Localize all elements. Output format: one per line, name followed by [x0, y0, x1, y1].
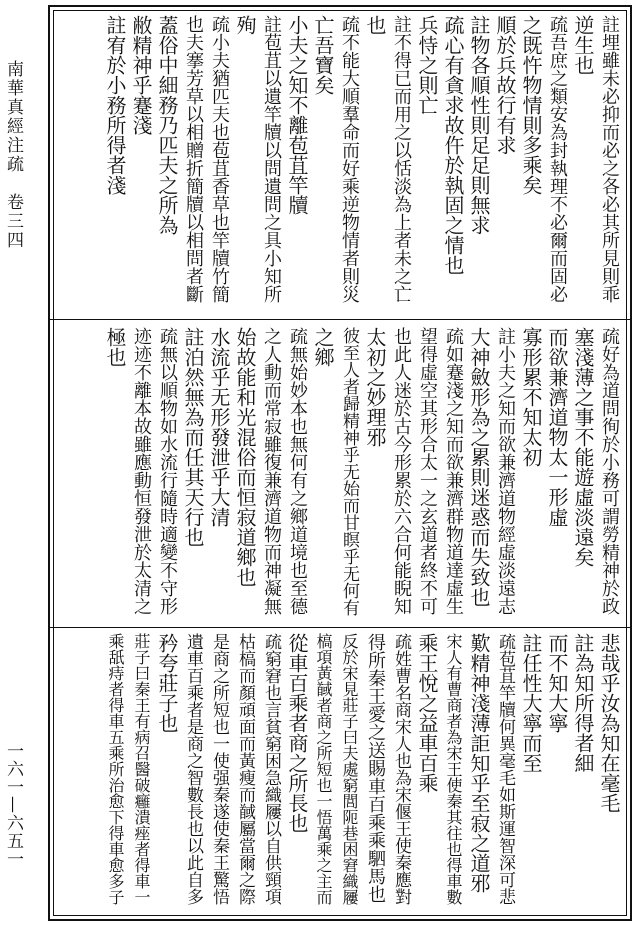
- text-column: 迹迹不離本故雖應動恒發泄於太清之: [131, 327, 152, 615]
- text-column: 疏無以順物如水流行隨時適變不守形: [157, 327, 178, 615]
- text-column: 是商之所短也一使强秦遂使秦王驚悟: [209, 633, 229, 905]
- text-column: 也: [363, 15, 387, 35]
- panel-upper-text: [102, 15, 622, 311]
- text-column: 大神斂形為之累則迷惑而失致也: [467, 327, 491, 607]
- text-column: 註小夫之知而欲兼濟道物經虛淡遠志: [495, 327, 516, 615]
- panel-middle: [58, 327, 622, 621]
- text-column: 也夫搴芳草以相贈折簡牘以相問者斷: [183, 15, 204, 303]
- text-column: 註任性大寧而至: [519, 633, 543, 773]
- text-column: 歎精神淺薄詎知乎至寂之道邪: [467, 633, 491, 893]
- page-number-margin: 一六一—六五一: [3, 742, 23, 868]
- text-column: 極也: [103, 327, 127, 367]
- text-column: 寡形累不知太初: [519, 327, 543, 467]
- text-column: 疏如蹇淺之知而欲兼濟群物道達虛生: [443, 327, 464, 615]
- panel-lower-text: [102, 633, 622, 913]
- text-column: 疏好為道問徇於小務可謂勞精神於政: [599, 327, 620, 615]
- text-column: 槁項黃馘者商之所短也一悟萬乘之主而: [314, 633, 333, 905]
- text-column: 遺車百乘者是商之智數長也以此自多: [183, 633, 203, 905]
- text-column: 疏無始妙本也無何有之鄉道境也至德: [287, 327, 308, 615]
- panel-divider-2: [50, 627, 630, 628]
- text-column: 之鄉: [311, 327, 335, 367]
- text-column: 蓋俗中細務乃匹夫之所為: [155, 15, 179, 235]
- text-column: 疏窮窘也言貧窮困急織屨以自供頸項: [261, 633, 281, 905]
- text-column: 順於兵故行有求: [493, 15, 517, 155]
- text-column: 註為知所得者細: [571, 633, 595, 773]
- text-column: 之既忤物情則多乘矣: [519, 15, 543, 195]
- text-column: 塞淺薄之事不能遊虛淡遠矣: [571, 327, 595, 567]
- text-column: 莊子曰秦王有病召醫破癰潰痤者得車一: [132, 633, 151, 905]
- text-column: 宋人有曹商者為宋王使秦其往也得車數: [444, 633, 463, 905]
- text-column: 太初之妙理邪: [363, 327, 387, 447]
- text-column: 枯槁而顏頑面而黃瘦而馘屬當爾之際: [235, 633, 255, 905]
- text-column: 而不知大寧: [545, 633, 569, 733]
- text-column: 也此人迷於古今形累於六合何能睨知: [391, 327, 412, 615]
- text-column: 矜夸莊子也: [155, 633, 179, 733]
- text-column: 悲哉乎汝為知在毫毛: [597, 633, 621, 813]
- text-column: 逆生也: [571, 15, 595, 75]
- text-column: 之人動而常寂雖復兼濟道物而神凝無: [261, 327, 282, 615]
- text-column: 望得虛空其形合太一之玄道者終不可: [417, 327, 438, 615]
- text-column: 註埋雖未必抑而必之各必其所見則乖: [599, 15, 620, 303]
- text-column: 註物各順性則足足則無求: [467, 15, 491, 235]
- text-column: 亡吾寶矣: [311, 15, 335, 95]
- panel-divider-1: [50, 319, 630, 320]
- text-column: 彼至人者歸精神乎无始而甘瞑乎无何有: [339, 327, 359, 616]
- text-column: 乘王悅之益車百乘: [415, 633, 439, 793]
- text-column: 註不得已而用之以恬淡為上者未之亡: [391, 15, 412, 303]
- book-title-margin: 南華真經注疏 卷三四: [3, 60, 23, 250]
- text-column: 始故能和光混俗而恒寂道鄉也: [233, 327, 257, 587]
- text-column: 兵恃之則亡: [415, 15, 439, 115]
- text-column: 敝精神乎蹇淺: [129, 15, 153, 135]
- text-column: 註宥於小務所得者淺: [103, 15, 127, 195]
- text-column: 疏心有貪求故仵於執固之情也: [441, 15, 465, 275]
- text-column: 疏姓曹名商宋人也為宋偃王使秦應對: [391, 633, 411, 905]
- text-column: 殉: [233, 15, 257, 35]
- text-column: 水流乎无形發泄乎大清: [207, 327, 231, 527]
- text-column: 註苞苴以遺竿牘以問遺問之具小知所: [261, 15, 282, 303]
- panel-middle-text: [102, 327, 622, 621]
- text-column: 疏苞苴竿牘何異毫毛如斯運智深可悲: [495, 633, 515, 905]
- text-column: 疏不能大順羣命而好乘逆物情者則災: [339, 15, 360, 303]
- text-column: 疏小夫猶匹夫也苞苴香草也竿牘竹簡: [209, 15, 230, 303]
- text-column: 從車百乘者商之所長也: [285, 633, 309, 833]
- text-column: 乘舐痔者得車五乘所治愈下得車愈多子: [106, 633, 125, 905]
- text-column: 疏吾庶之類安為封執理不必爾而固必: [547, 15, 568, 303]
- panel-upper: [58, 15, 622, 311]
- text-column: 得所秦王愛之送賜車百乘乘駟馬也: [365, 633, 386, 903]
- text-column: 小夫之知不離苞苴竿牘: [285, 15, 309, 215]
- text-column: 註泊然無為而任其天行也: [181, 327, 205, 547]
- text-column: 而欲兼濟道物太一形虛: [545, 327, 569, 527]
- page-frame: [48, 5, 632, 921]
- text-column: 反於宋見莊子曰夫處窮閭阨巷困窘織屨: [340, 633, 359, 905]
- panel-lower: [58, 633, 622, 913]
